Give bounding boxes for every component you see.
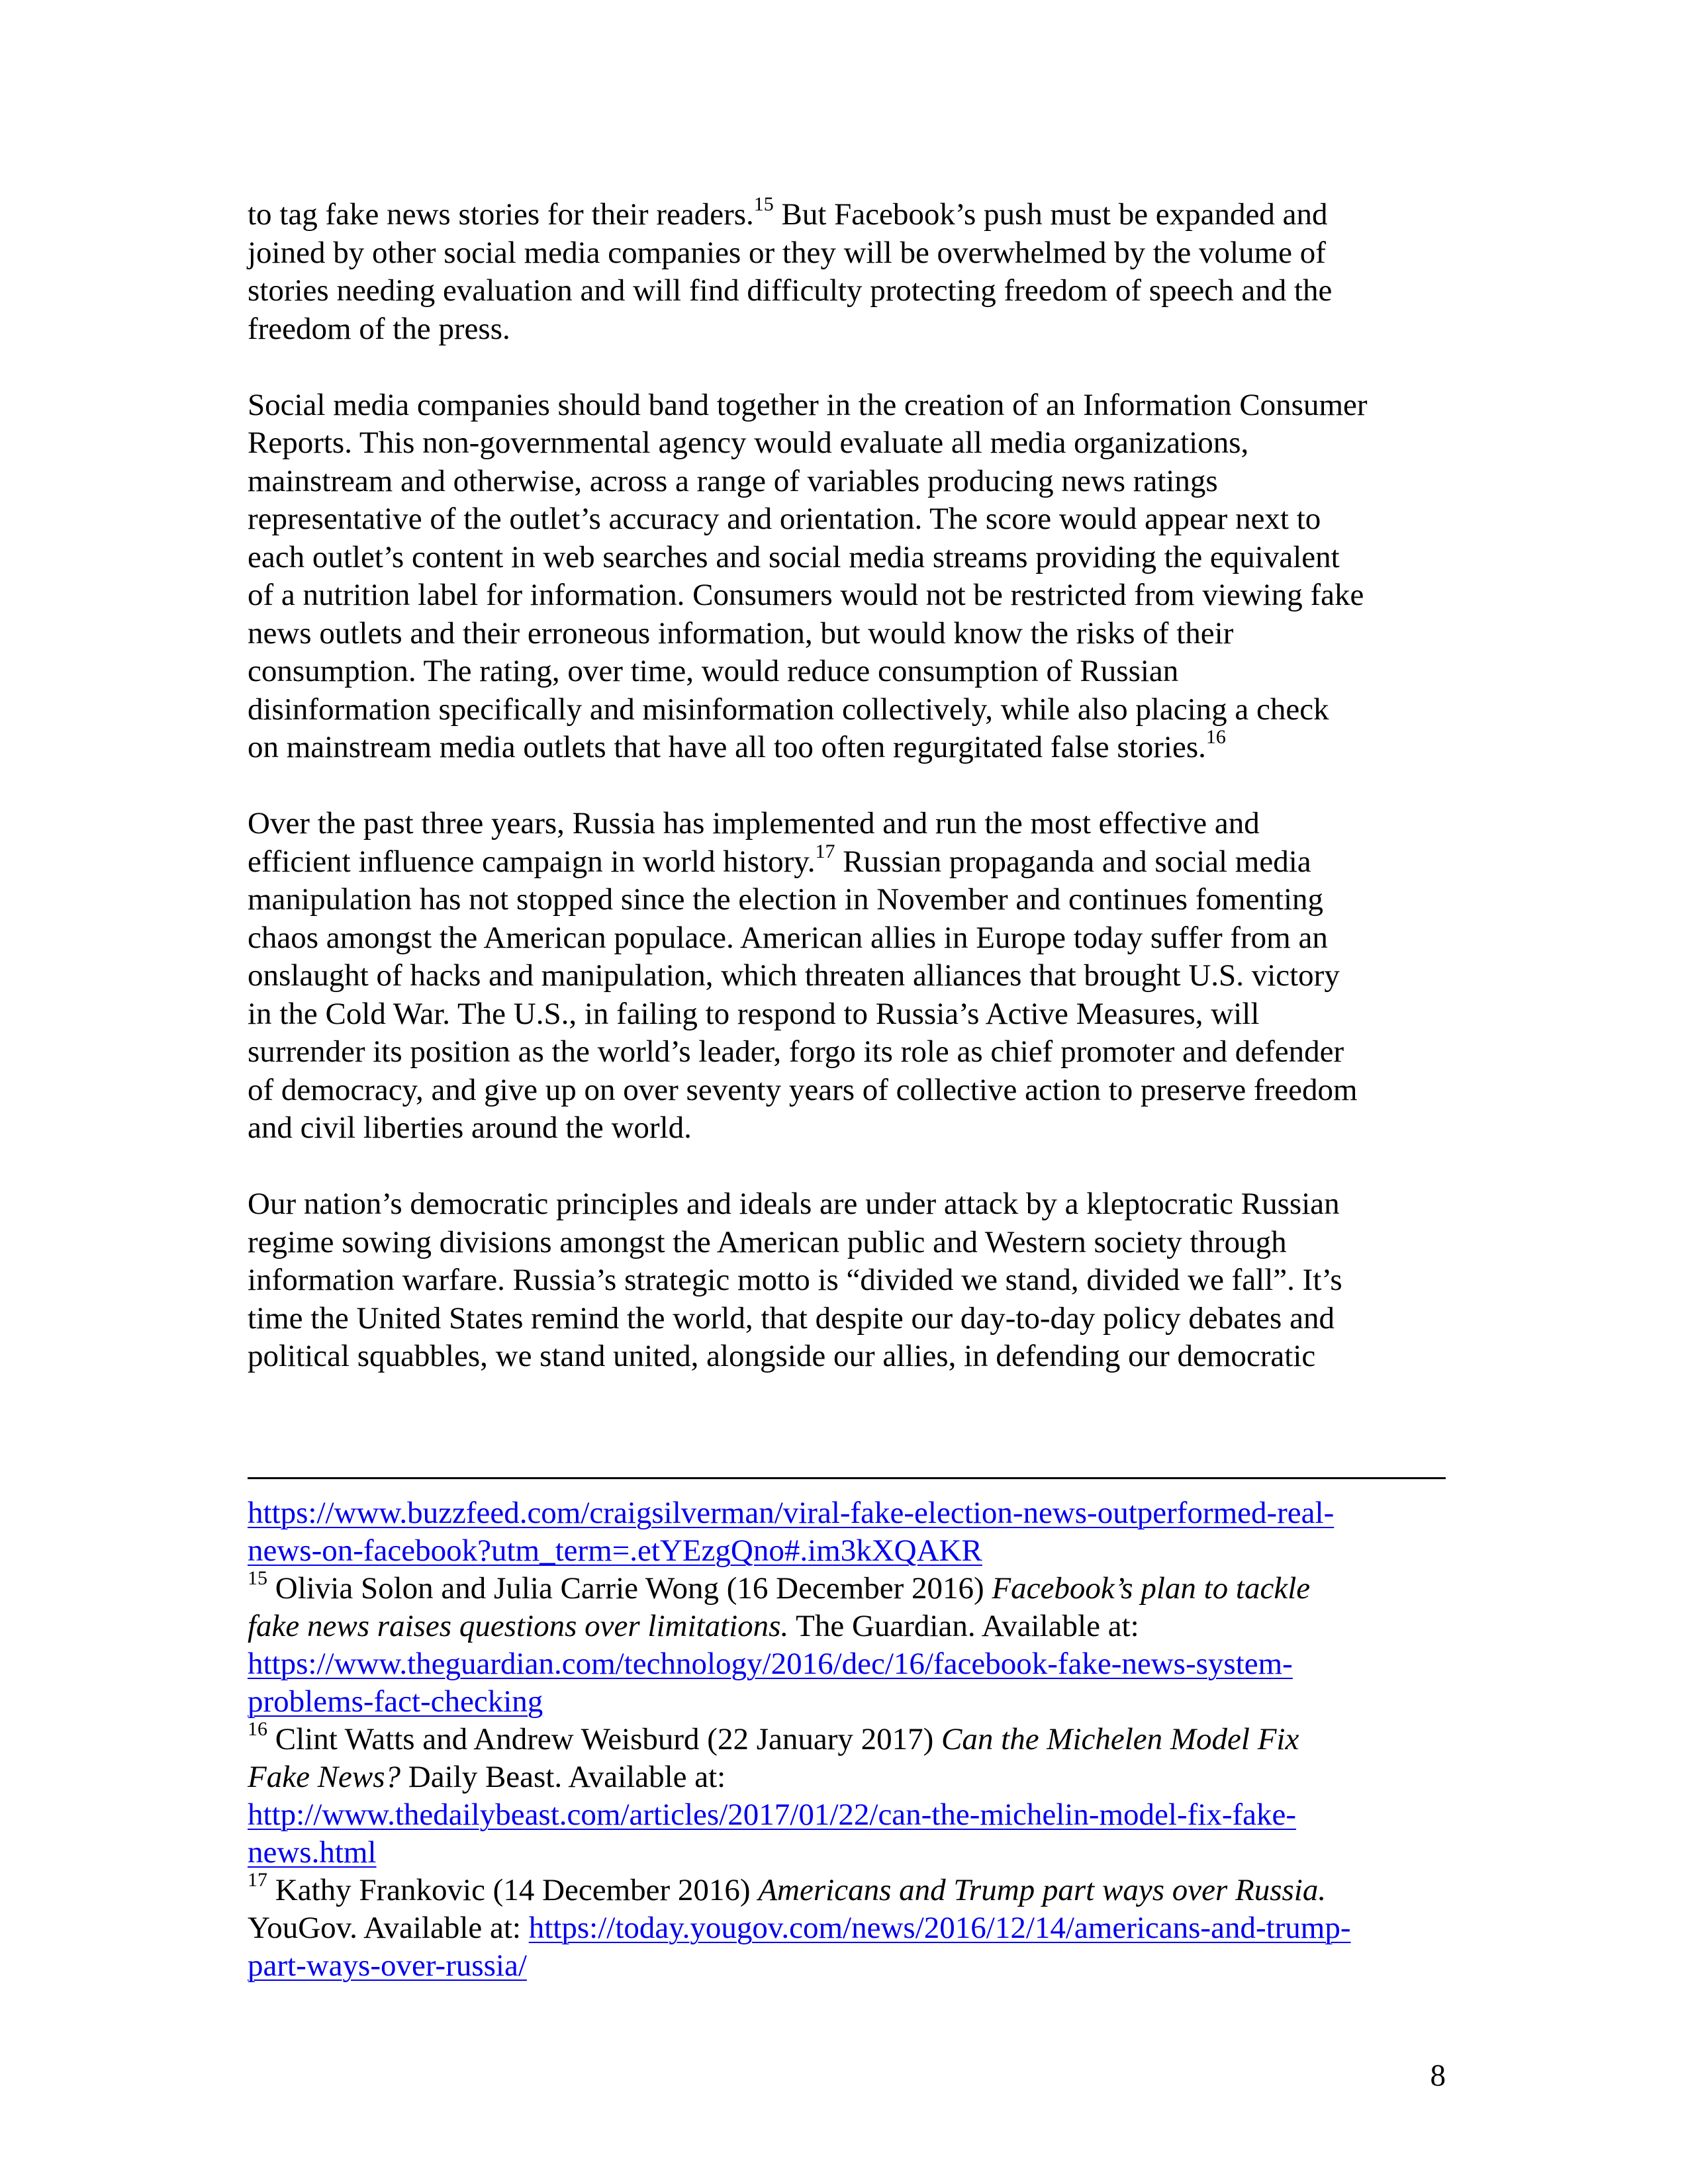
footnote-14-link[interactable]: https://www.buzzfeed.com/craigsilverman/viral-fake-election-news-outperformed-real- <box>248 1496 1335 1530</box>
footnote-14-link-cont[interactable]: news-on-facebook?utm_term=.etYEzgQno#.im3kXQAKR <box>248 1533 982 1568</box>
text-line: stories needing evaluation and will find difficulty protecting freedom of speech and the <box>248 273 1333 308</box>
footnote-16 <box>248 1718 1446 1872</box>
text-line: of a nutrition label for information. Consumers would not be restricted from viewing fake <box>248 578 1364 612</box>
footnote-number: 17 <box>248 1869 267 1891</box>
source-title-cont: Fake News? <box>248 1760 401 1794</box>
footnote-link-line <box>248 1645 1446 1683</box>
footnote-17-link[interactable]: https://today.yougov.com/news/2016/12/14/americans-and-trump- <box>528 1911 1351 1945</box>
text-line: Over the past three years, Russia has implemented and run the most effective and <box>248 806 1260 841</box>
paragraph-2 <box>248 387 1446 767</box>
footnote-link-line <box>248 1834 1446 1872</box>
source-title-cont: fake news raises questions over limitations. <box>248 1609 789 1643</box>
footnote-link-line <box>248 1947 1446 1985</box>
body-text <box>248 193 1446 1376</box>
text-line: surrender its position as the world’s leader, forgo its role as chief promoter and defender <box>248 1034 1344 1069</box>
footnote-line: $^{17}$ Kathy Frankovic (14 December 2016) Americans and Trump part ways over Russia. <box>248 1869 1327 1907</box>
text-line: regime sowing divisions amongst the American public and Western society through <box>248 1224 1287 1259</box>
footnote-16-link[interactable]: http://www.thedailybeast.com/articles/2017/01/22/can-the-michelin-model-fix-fake- <box>248 1797 1297 1832</box>
text-line: freedom of the press. <box>248 311 510 346</box>
text-line: Our nation’s democratic principles and ideals are under attack by a kleptocratic Russian <box>248 1187 1340 1221</box>
footnote-number: 16 <box>248 1718 267 1741</box>
text-line: of democracy, and give up on over seventy years of collective action to preserve freedom <box>248 1072 1358 1107</box>
page-number: 8 <box>1430 2058 1446 2093</box>
text-line: Social media companies should band together in the creation of an Information Consumer <box>248 387 1368 422</box>
text-line: onslaught of hacks and manipulation, which threaten alliances that brought U.S. victory <box>248 958 1340 993</box>
footnote-line: $^{16}$ Clint Watts and Andrew Weisburd (22 January 2017) Can the Michelen Model Fix <box>248 1718 1299 1756</box>
text-line: each outlet’s content in web searches and social media streams providing the equivalent <box>248 539 1340 574</box>
text-line: to tag fake news stories for their readers.$^{15}$ But Facebook’s push must be expanded and <box>248 193 1328 232</box>
footnote-17 <box>248 1869 1446 1985</box>
text-line: chaos amongst the American populace. American allies in Europe today suffer from an <box>248 920 1328 955</box>
footnote-link-line <box>248 1532 1446 1570</box>
source-title: Facebook’s plan to tackle <box>992 1571 1311 1606</box>
footnote-ref-17[interactable]: 17 <box>815 840 835 862</box>
footnote-15 <box>248 1567 1446 1721</box>
footnote-15-link-cont[interactable]: problems-fact-checking <box>248 1684 543 1719</box>
footnote-line: YouGov. Available at: https://today.yougov.com/news/2016/12/14/americans-and-trump- <box>248 1911 1351 1945</box>
footnote-16-link-cont[interactable]: news.html <box>248 1835 377 1870</box>
footnote-line: Fake News? Daily Beast. Available at: <box>248 1760 726 1794</box>
footnote-link-line <box>248 1796 1446 1834</box>
paragraph-4 <box>248 1185 1446 1376</box>
text-line: time the United States remind the world, that despite our day-to-day policy debates and <box>248 1300 1335 1336</box>
footnote-link-line <box>248 1683 1446 1721</box>
text-line: mainstream and otherwise, across a range of variables producing news ratings <box>248 463 1218 498</box>
footnotes <box>248 1494 1446 1985</box>
paragraph-1 <box>248 193 1446 348</box>
footnote-ref-16[interactable]: 16 <box>1205 726 1226 749</box>
footnote-ref-15[interactable]: 15 <box>753 193 774 216</box>
source-title: Americans and Trump part ways over Russia. <box>758 1873 1327 1907</box>
footnote-separator <box>248 1477 1446 1479</box>
text-line: manipulation has not stopped since the election in November and continues fomenting <box>248 882 1324 917</box>
paragraph-3 <box>248 805 1446 1148</box>
source-title: Can the Michelen Model Fix <box>941 1722 1299 1756</box>
footnote-line: fake news raises questions over limitations. The Guardian. Available at: <box>248 1609 1139 1643</box>
text-line: political squabbles, we stand united, alongside our allies, in defending our democratic <box>248 1339 1316 1373</box>
footnote-14-continued <box>248 1494 1446 1570</box>
footnote-17-link-cont[interactable]: part-ways-over-russia/ <box>248 1948 527 1983</box>
text-line: disinformation specifically and misinformation collectively, while also placing a check <box>248 692 1329 727</box>
text-line: efficient influence campaign in world history.$^{17}$ Russian propaganda and social media <box>248 840 1311 879</box>
text-line: joined by other social media companies or they will be overwhelmed by the volume of <box>248 235 1326 270</box>
footnote-number: 15 <box>248 1567 267 1590</box>
text-line: information warfare. Russia’s strategic motto is “divided we stand, divided we fall”. It’s <box>248 1263 1342 1297</box>
text-line: in the Cold War. The U.S., in failing to respond to Russia’s Active Measures, will <box>248 996 1260 1031</box>
text-line: consumption. The rating, over time, would reduce consumption of Russian <box>248 654 1179 688</box>
footnote-15-link[interactable]: https://www.theguardian.com/technology/2016/dec/16/facebook-fake-news-system- <box>248 1647 1293 1681</box>
text-line: representative of the outlet’s accuracy and orientation. The score would appear next to <box>248 502 1321 536</box>
text-line: on mainstream media outlets that have all too often regurgitated false stories.$^{16}$ <box>248 726 1226 764</box>
text-line: Reports. This non-governmental agency would evaluate all media organizations, <box>248 426 1249 460</box>
footnote-link-line <box>248 1494 1446 1532</box>
footnote-line: $^{15}$ Olivia Solon and Julia Carrie Wong (16 December 2016) Facebook’s plan to tackle <box>248 1567 1311 1606</box>
text-line: news outlets and their erroneous information, but would know the risks of their <box>248 615 1234 651</box>
text-line: and civil liberties around the world. <box>248 1111 692 1145</box>
